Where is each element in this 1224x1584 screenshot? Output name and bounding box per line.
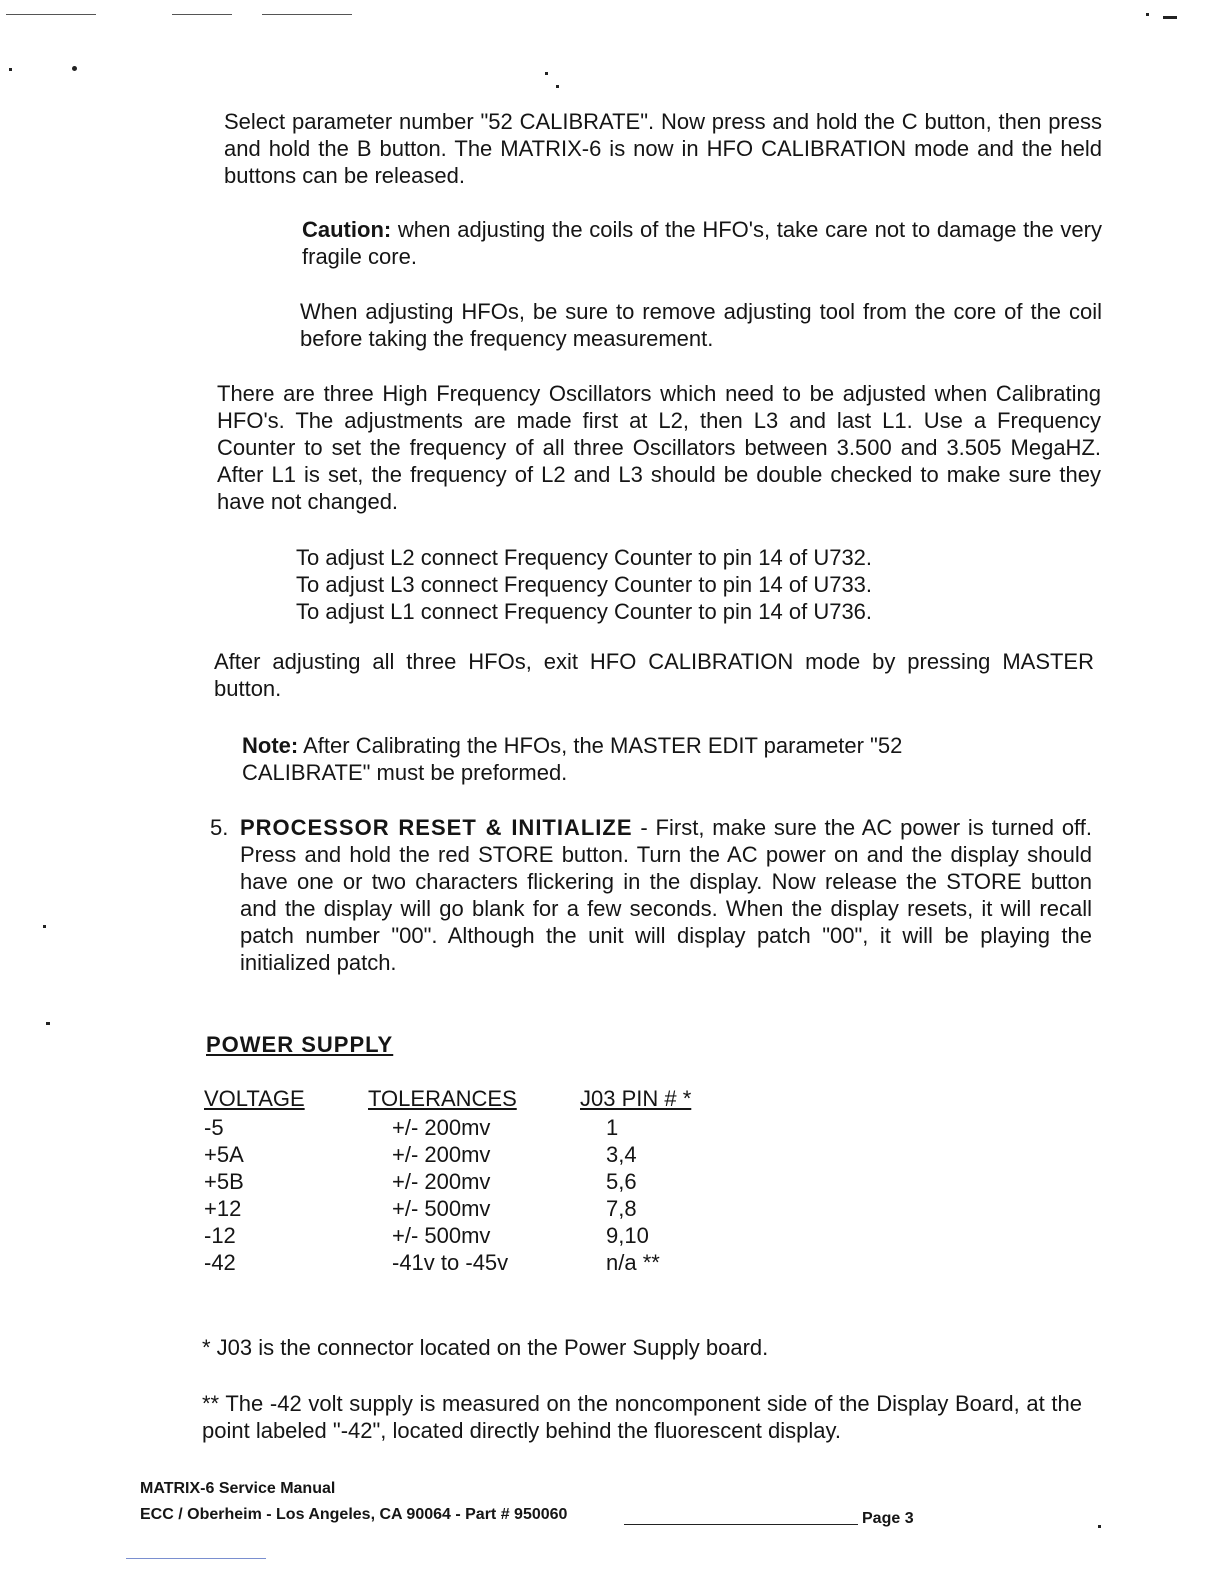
adjust-l3-line: To adjust L3 connect Frequency Counter to pin 14 of U733. (296, 572, 873, 597)
column-header-j03-pin: J03 PIN # * (580, 1086, 692, 1111)
scan-artifact-rule (126, 1558, 266, 1559)
page-number: Page 3 (862, 1510, 914, 1527)
voltage-cell: +12 (204, 1196, 242, 1221)
pin-cell: 3,4 (606, 1142, 637, 1167)
table-row (204, 1168, 710, 1195)
voltage-cell: +5A (204, 1142, 244, 1167)
scan-speck (545, 72, 548, 75)
step-5-number: 5. (210, 815, 229, 840)
pin-cell: 9,10 (606, 1223, 649, 1248)
table-header-row (204, 1086, 710, 1114)
exit-calibration-paragraph: After adjusting all three HFOs, exit HFO CALIBRATION mode by pressing MASTER button. (214, 649, 1094, 701)
step-5-paragraph (240, 814, 1092, 976)
tolerance-cell: +/- 500mv (392, 1223, 491, 1248)
footnote-minus-42: ** The -42 volt supply is measured on the noncomponent side of the Display Board, at the point labeled "-42", located directly behind the fluorescent display. (202, 1391, 1082, 1443)
step-5-text: - First, make sure the AC power is turned off. Press and hold the red STORE button. Turn the AC power on and the display should have one or two characters flickering in the display. Now release the STORE button and the display will go blank for a few seconds. When the display resets, it will recall patch number "00". Although the unit will display patch "00", it will be playing the initialized patch. (240, 815, 1092, 975)
table-row (204, 1141, 710, 1168)
scan-speck (43, 925, 46, 928)
three-hfo-paragraph: There are three High Frequency Oscillators which need to be adjusted when Calibrating HFO's. The adjustments are made first at L2, then L3 and last L1. Use a Frequency Counter to set the frequency of all three Oscillators between 3.500 and 3.505 MegaHZ. After L1 is set, the frequency of L2 and L3 should be double checked to make sure they have not changed. (217, 381, 1101, 514)
pin-cell: 5,6 (606, 1169, 637, 1194)
tolerance-cell: +/- 200mv (392, 1169, 491, 1194)
scan-speck (9, 68, 12, 71)
voltage-cell: -42 (204, 1250, 236, 1275)
scan-speck (556, 85, 559, 88)
table-row (204, 1222, 710, 1249)
scan-speck (1163, 16, 1177, 19)
column-header-voltage: VOLTAGE (204, 1086, 305, 1111)
note-label: Note: (242, 733, 299, 758)
step-5-label: PROCESSOR RESET & INITIALIZE (240, 815, 633, 840)
scan-speck (1098, 1525, 1101, 1528)
caution-text: when adjusting the coils of the HFO's, take care not to damage the very fragile core. (302, 217, 1102, 269)
scan-speck (46, 1022, 50, 1025)
calibration-intro-paragraph: Select parameter number "52 CALIBRATE". Now press and hold the C button, then press and hold the B button. The MATRIX-6 is now in HFO CALIBRATION mode and the held buttons can be released. (224, 109, 1102, 188)
scan-speck (72, 66, 77, 71)
table-row (204, 1249, 710, 1276)
power-supply-table (204, 1086, 710, 1276)
voltage-cell: +5B (204, 1169, 244, 1194)
footer-publisher: ECC / Oberheim - Los Angeles, CA 90064 - Part # 950060 (140, 1506, 568, 1523)
scan-artifact-rule (262, 14, 352, 15)
note-paragraph (242, 732, 982, 786)
tolerance-cell: +/- 500mv (392, 1196, 491, 1221)
scan-artifact-rule (6, 14, 96, 15)
scan-artifact-rule (172, 14, 232, 15)
table-row (204, 1195, 710, 1222)
footer-rule (624, 1524, 858, 1525)
tolerance-cell: +/- 200mv (392, 1115, 491, 1140)
caution-label: Caution: (302, 217, 392, 242)
caution-paragraph (302, 216, 1102, 270)
column-header-tolerances: TOLERANCES (368, 1086, 517, 1111)
footnote-j03: * J03 is the connector located on the Power Supply board. (202, 1335, 769, 1360)
scan-speck (1146, 13, 1149, 16)
pin-cell: n/a ** (606, 1250, 660, 1275)
adjust-l1-line: To adjust L1 connect Frequency Counter to pin 14 of U736. (296, 599, 873, 624)
pin-cell: 1 (606, 1115, 619, 1140)
voltage-cell: -12 (204, 1223, 236, 1248)
adjust-l2-line: To adjust L2 connect Frequency Counter to pin 14 of U732. (296, 545, 873, 570)
tolerance-cell: -41v to -45v (392, 1250, 509, 1275)
hfo-tool-paragraph: When adjusting HFOs, be sure to remove adjusting tool from the core of the coil before taking the frequency measurement. (300, 299, 1102, 351)
voltage-cell: -5 (204, 1115, 224, 1140)
note-text: After Calibrating the HFOs, the MASTER EDIT parameter "52 CALIBRATE" must be preformed. (242, 733, 903, 785)
footer-manual-title: MATRIX-6 Service Manual (140, 1480, 336, 1497)
pin-cell: 7,8 (606, 1196, 637, 1221)
power-supply-heading: POWER SUPPLY (206, 1032, 394, 1057)
tolerance-cell: +/- 200mv (392, 1142, 491, 1167)
table-row (204, 1114, 710, 1141)
